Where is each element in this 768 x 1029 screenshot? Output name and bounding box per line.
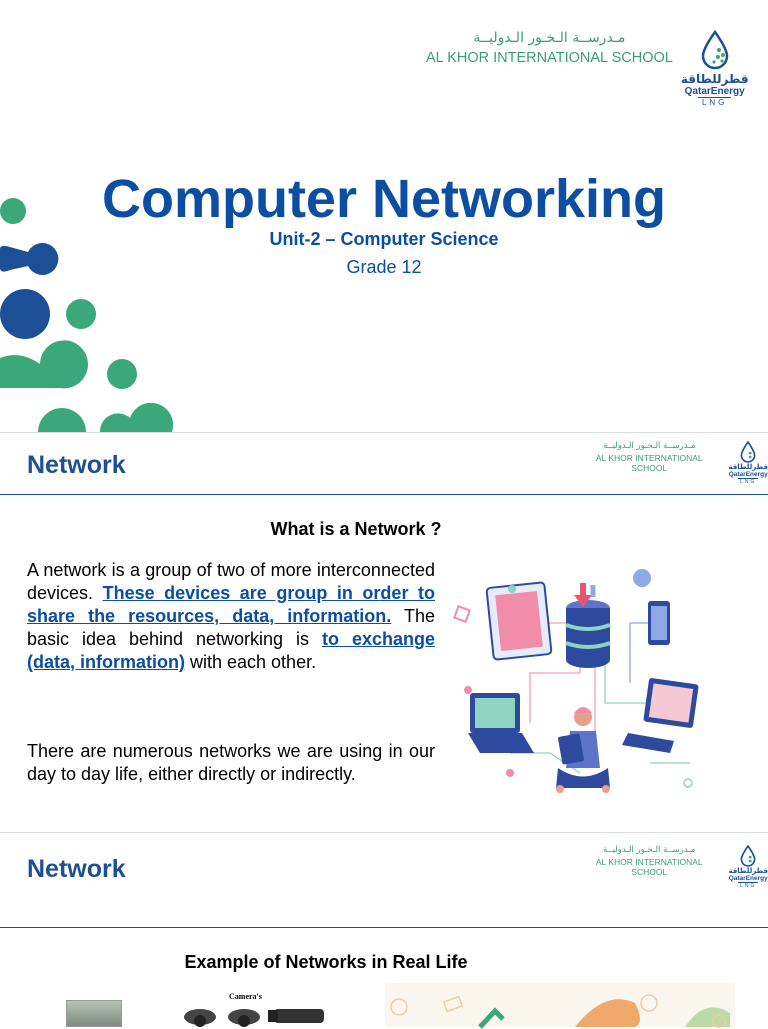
- school-logo: [578, 845, 768, 889]
- qatarenergy-logo: [681, 30, 749, 107]
- school-name-arabic: مـدرســة الـخـور الـدوليــة: [603, 845, 696, 855]
- atm-photo: [66, 1000, 122, 1027]
- section-heading: Example of Networks in Real Life: [184, 952, 468, 972]
- qatarenergy-arabic: قطرللطاقة: [728, 463, 768, 471]
- network-examples-slide: [0, 832, 768, 1025]
- definition-paragraph: [27, 559, 435, 674]
- lng-label: LNG: [698, 97, 731, 107]
- section-question: What is a Network ?: [270, 519, 442, 539]
- header-divider: [0, 927, 768, 928]
- text-run: The basic idea behind networking is: [27, 606, 435, 649]
- cameras-label: Camera's: [229, 992, 262, 1001]
- school-name: AL KHOR INTERNATIONAL SCHOOL: [426, 50, 673, 66]
- school-logo: [578, 441, 768, 485]
- droplet-icon: [699, 30, 731, 70]
- qatarenergy-name: QatarEnergy: [728, 875, 768, 882]
- header-divider: [0, 494, 768, 495]
- slide-title: Network: [27, 451, 126, 479]
- school-name-arabic: مـدرســة الـخـور الـدوليــة: [603, 441, 696, 451]
- lng-label: LNG: [740, 883, 757, 889]
- highlighted-link[interactable]: These devices are group in order to share the resources, data, information.: [27, 583, 435, 626]
- qatarenergy-name: QatarEnergy: [728, 471, 768, 478]
- school-logo: [426, 30, 749, 107]
- title-slide: [0, 0, 768, 432]
- slide-title: Network: [27, 855, 126, 883]
- text-run: with each other.: [185, 652, 317, 672]
- finance-illustration: [385, 983, 735, 1027]
- text-run: A network is a group of two of more interconnected devices.: [27, 560, 435, 603]
- qatarenergy-logo: [728, 441, 768, 485]
- qatarenergy-name: QatarEnergy: [684, 86, 745, 97]
- school-name: AL KHOR INTERNATIONAL SCHOOL: [595, 857, 703, 877]
- droplet-icon: [739, 441, 757, 463]
- qatarenergy-logo: [728, 845, 768, 889]
- highlighted-link[interactable]: to exchange (data, information): [27, 629, 435, 672]
- school-name-arabic: مـدرســة الـخـور الـدوليــة: [473, 30, 626, 46]
- network-illustration: [450, 563, 710, 803]
- cameras-image: [182, 1005, 332, 1029]
- lng-label: LNG: [740, 479, 757, 485]
- presentation-title: Computer Networking: [101, 169, 667, 229]
- droplet-icon: [739, 845, 757, 867]
- qatarenergy-arabic: قطرللطاقة: [728, 867, 768, 875]
- school-name: AL KHOR INTERNATIONAL SCHOOL: [595, 453, 703, 473]
- usage-paragraph: There are numerous networks we are using in our day to day life, either directly or indirectly.: [27, 741, 435, 784]
- network-definition-slide: [0, 432, 768, 833]
- presentation-subtitle: Unit-2 – Computer Science: [269, 229, 499, 249]
- grade-label: Grade 12: [346, 257, 422, 277]
- qatarenergy-arabic: قطرللطاقة: [680, 72, 749, 86]
